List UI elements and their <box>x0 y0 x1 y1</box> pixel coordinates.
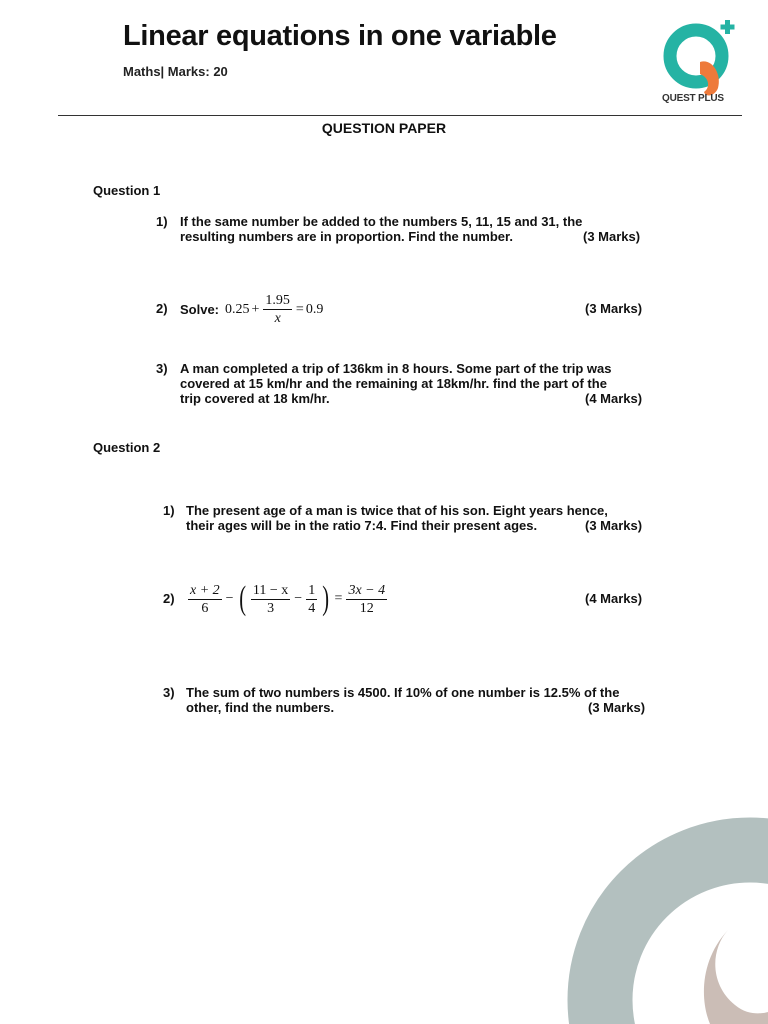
q2-item-3-line: other, find the numbers. <box>186 700 335 715</box>
q1-item-2-number: 2) <box>156 301 168 316</box>
q1-item-3-line: A man completed a trip of 136km in 8 hours. Some part of the trip was <box>180 361 612 376</box>
eq-denominator: x <box>274 310 281 326</box>
subject-marks: Maths| Marks: 20 <box>123 64 228 79</box>
eq-numerator: x + 2 <box>190 582 220 598</box>
eq-fraction <box>263 293 292 326</box>
q1-item-2-marks: (3 Marks) <box>585 301 643 316</box>
eq-operator: − <box>294 591 303 606</box>
eq-operator: + <box>251 301 260 317</box>
q1-item-2-text <box>180 288 323 330</box>
eq-numerator: 11 − x <box>252 582 289 598</box>
q2-item-1-line: The present age of a man is twice that of his son. Eight years hence, <box>186 503 608 518</box>
q1-item-1-line: If the same number be added to the numbers 5, 11, 15 and 31, the <box>180 214 583 229</box>
q1-item-3-number: 3) <box>156 361 168 376</box>
eq-fraction <box>346 583 387 616</box>
q1-item-3-line: covered at 15 km/hr and the remaining at 18km/hr. find the part of the <box>180 376 607 391</box>
eq-fraction <box>306 583 317 616</box>
q1-item-3-marks: (4 Marks) <box>585 391 643 406</box>
q2-item-1-number: 1) <box>163 503 175 518</box>
q2-item-2-number: 2) <box>163 591 175 606</box>
eq-paren: ) <box>322 580 330 617</box>
eq-fraction <box>251 583 290 616</box>
brand-name: QUEST PLUS <box>662 93 724 104</box>
eq-term: 0.25 <box>225 301 250 317</box>
paper-heading: QUESTION PAPER <box>321 120 447 136</box>
eq-numerator: 1.95 <box>265 292 290 308</box>
eq-numerator: 1 <box>308 582 316 598</box>
eq-paren: ( <box>238 580 246 617</box>
q1-item-1-marks: (3 Marks) <box>583 229 641 244</box>
q1-item-1-number: 1) <box>156 214 168 229</box>
q2-item-3-line: The sum of two numbers is 4500. If 10% of one number is 12.5% of the <box>186 685 620 700</box>
q1-item-3-line: trip covered at 18 km/hr. <box>180 391 330 406</box>
eq-fraction <box>188 583 222 616</box>
eq-expression <box>186 582 389 616</box>
eq-denominator: 12 <box>359 600 374 616</box>
eq-term: 0.9 <box>305 301 324 317</box>
eq-operator: − <box>225 591 234 606</box>
eq-operator: = <box>334 591 343 606</box>
eq-denominator: 3 <box>267 600 275 616</box>
header-divider <box>58 115 742 116</box>
decorative-ring-icon <box>560 800 768 1024</box>
eq-operator: = <box>295 301 304 317</box>
eq-numerator: 3x − 4 <box>348 582 386 598</box>
q1-item-2-label: Solve: <box>180 301 220 317</box>
eq-denominator: 4 <box>308 600 316 616</box>
question-1-heading: Question 1 <box>93 183 161 198</box>
q2-item-3-marks: (3 Marks) <box>588 700 646 715</box>
page-title: Linear equations in one variable <box>123 20 557 52</box>
q2-item-3-number: 3) <box>163 685 175 700</box>
q2-item-2-marks: (4 Marks) <box>585 591 643 606</box>
q1-item-1-line: resulting numbers are in proportion. Find the number. <box>180 229 513 244</box>
q1-item-2-equation <box>225 293 323 326</box>
question-2-heading: Question 2 <box>93 440 161 455</box>
q2-item-1-marks: (3 Marks) <box>585 518 643 533</box>
eq-denominator: 6 <box>201 600 209 616</box>
q2-item-1-line: their ages will be in the ratio 7:4. Find their present ages. <box>186 518 538 533</box>
q2-item-2-equation <box>186 578 389 620</box>
